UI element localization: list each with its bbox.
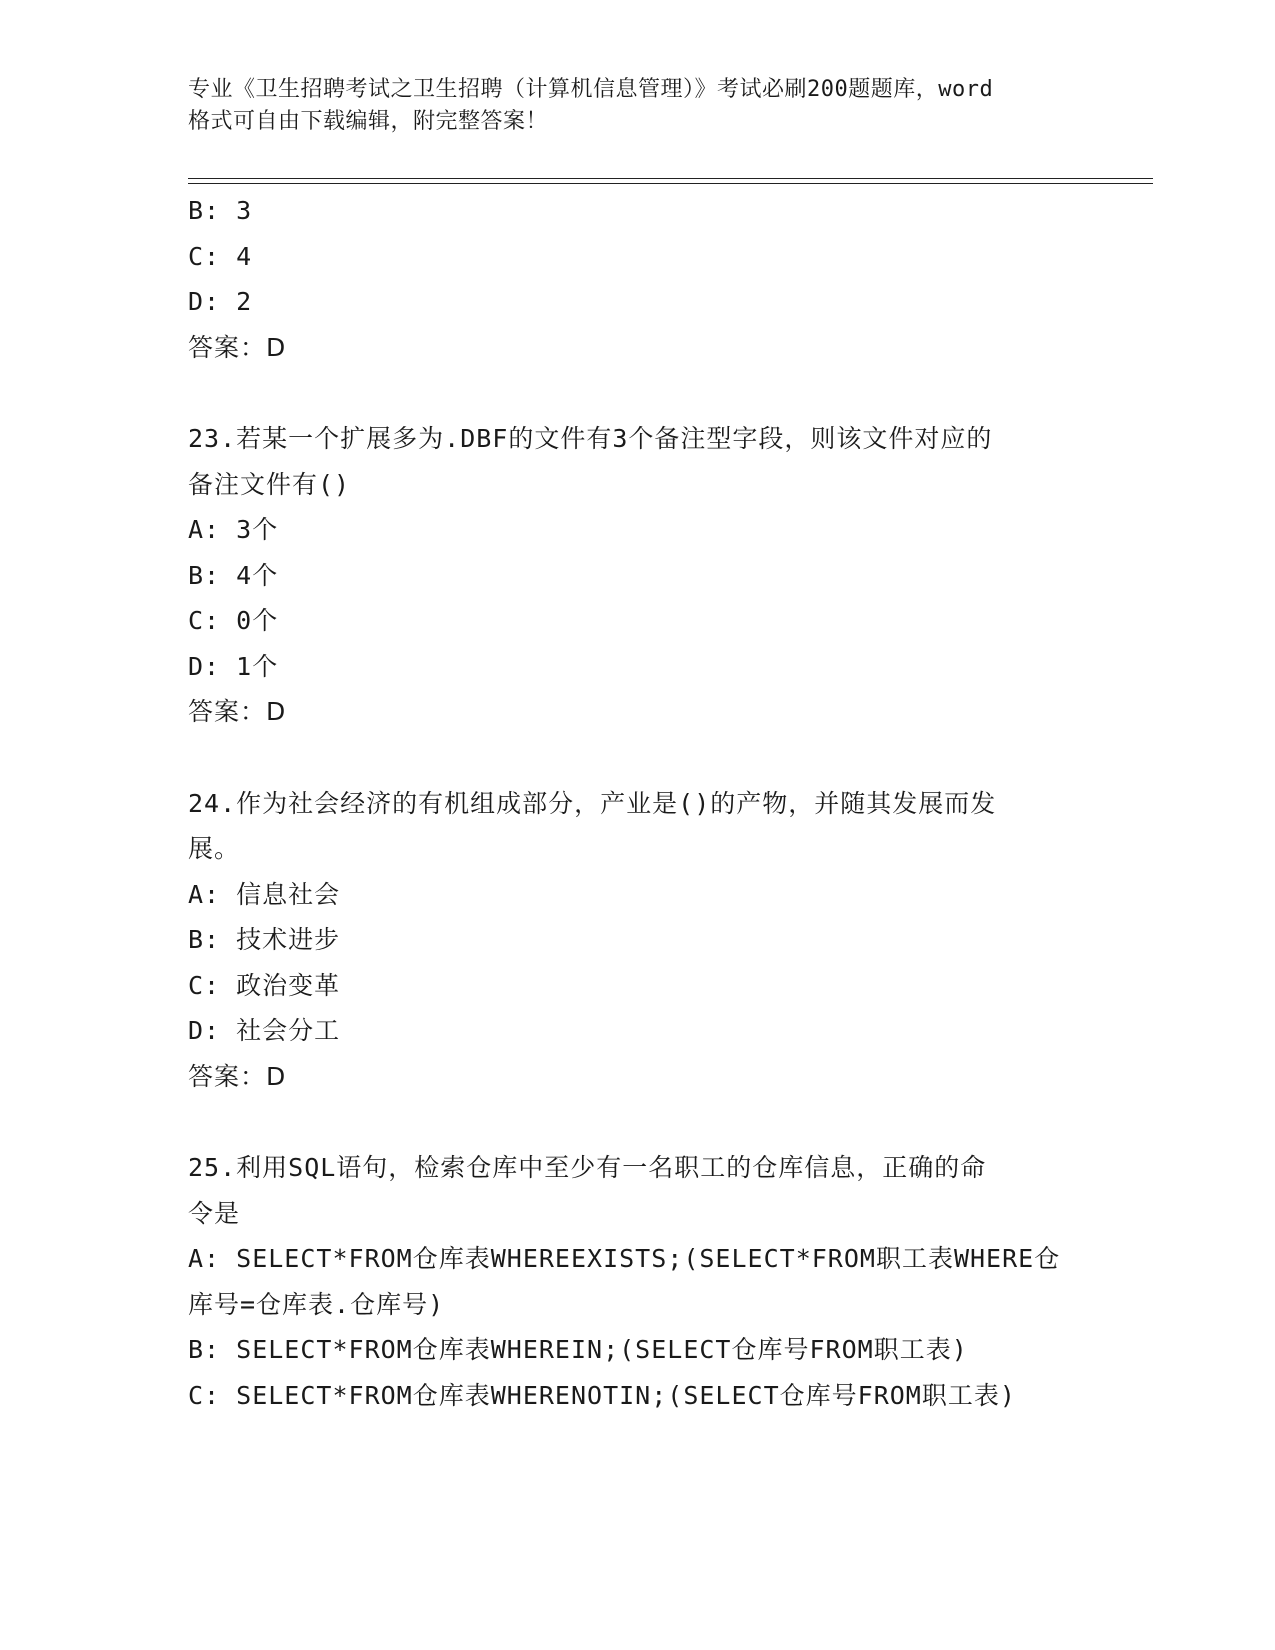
question-stem-line-1: 25.利用SQL语句，检索仓库中至少有一名职工的仓库信息，正确的命 — [188, 1153, 987, 1182]
header-line-1: 专业《卫生招聘考试之卫生招聘（计算机信息管理）》考试必刷200题题库，word — [188, 77, 994, 102]
option-c: C: SELECT*FROM仓库表WHERENOTIN;(SELECT仓库号FROM职工表) — [188, 1380, 1016, 1410]
option-b: B: 3 — [188, 196, 253, 225]
option-a-line-1: A: SELECT*FROM仓库表WHEREEXISTS;(SELECT*FROM职工表WHERE仓 — [188, 1244, 1061, 1273]
option-a: A: 信息社会 — [188, 879, 341, 909]
option-b: B: SELECT*FROM仓库表WHEREIN;(SELECT仓库号FROM职工表) — [188, 1335, 968, 1364]
answer-line: 答案：D — [188, 332, 287, 362]
question-stem-line-2: 令是 — [188, 1198, 241, 1228]
document-header — [188, 74, 1088, 138]
answer-line: 答案：D — [188, 1061, 287, 1091]
header-rule-top — [188, 178, 1153, 179]
option-c: C: 0个 — [188, 606, 279, 635]
option-d: D: 1个 — [188, 651, 279, 681]
question-content — [188, 188, 1088, 1418]
spacer — [188, 735, 1088, 781]
spacer — [188, 1099, 1088, 1145]
question-22-tail — [188, 188, 1088, 370]
question-stem-line-2: 备注文件有() — [188, 469, 351, 499]
option-a-line-2: 库号=仓库表.仓库号) — [188, 1289, 445, 1319]
option-c: C: 4 — [188, 241, 253, 271]
option-a: A: 3个 — [188, 515, 279, 544]
question-stem-line-1: 24.作为社会经济的有机组成部分，产业是()的产物，并随其发展而发 — [188, 788, 997, 818]
question-25 — [188, 1145, 1088, 1418]
option-b: B: 4个 — [188, 560, 279, 590]
question-stem-line-1: 23.若某一个扩展多为.DBF的文件有3个备注型字段，则该文件对应的 — [188, 424, 993, 453]
spacer — [188, 370, 1088, 416]
option-b: B: 技术进步 — [188, 925, 341, 954]
option-c: C: 政治变革 — [188, 970, 341, 1000]
question-stem-line-2: 展。 — [188, 834, 241, 863]
question-24 — [188, 781, 1088, 1100]
option-d: D: 2 — [188, 287, 253, 316]
question-23 — [188, 416, 1088, 735]
header-line-2: 格式可自由下载编辑，附完整答案！ — [188, 109, 549, 134]
answer-line: 答案：D — [188, 697, 287, 726]
option-d: D: 社会分工 — [188, 1016, 341, 1045]
header-rule-bottom — [188, 183, 1153, 184]
